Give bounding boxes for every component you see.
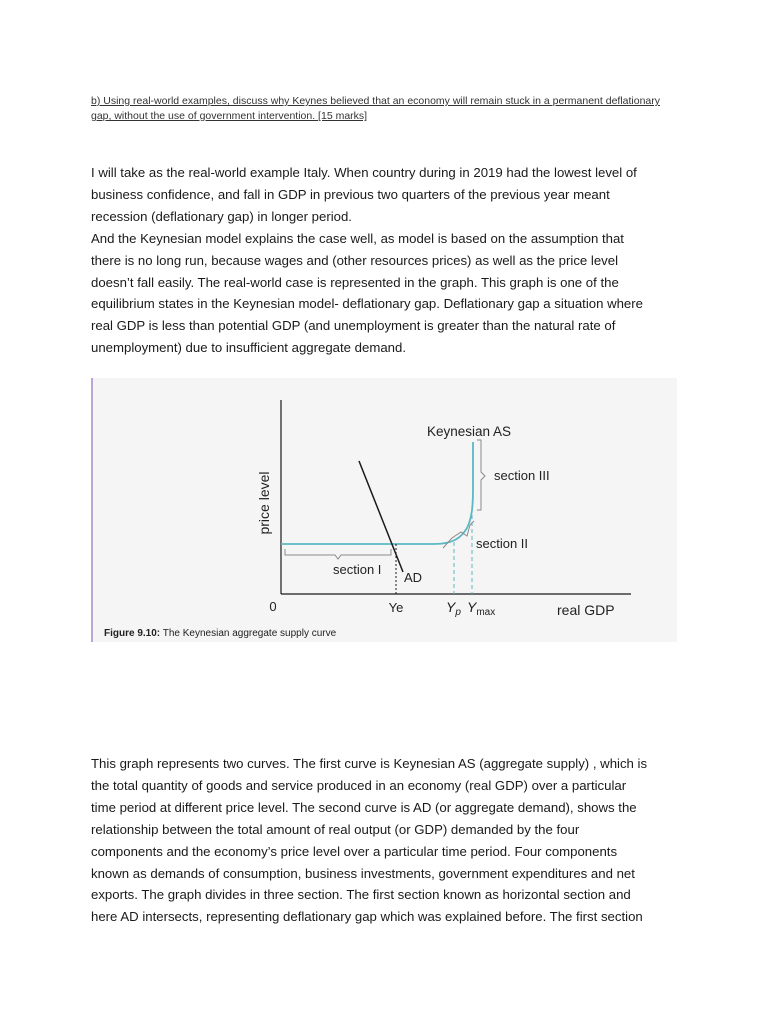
paragraph-1 — [91, 162, 681, 359]
text-line: business confidence, and fall in GDP in previous two quarters of the previous year meant — [91, 186, 610, 202]
origin-label: 0 — [269, 599, 277, 614]
text-line: recession (deflationary gap) in longer period. — [91, 208, 352, 224]
text-line: doesn’t fall easily. The real-world case is represented in the graph. This graph is one of the — [91, 274, 619, 290]
text-line: the total quantity of goods and service produced in an economy (real GDP) over a particular — [91, 777, 627, 793]
ad-label: AD — [404, 570, 423, 585]
text-line: components and the economy’s price level over a particular time period. Four components — [91, 843, 618, 859]
figure-caption — [104, 628, 336, 639]
section-3-brace — [477, 440, 485, 510]
caption-number: Figure 9.10: — [104, 628, 161, 639]
text-line: time period at different price level. The second curve is AD (or aggregate demand), shows the — [91, 799, 637, 815]
text-line: unemployment) due to insufficient aggregate demand. — [91, 340, 406, 356]
ymax-tick-label: $Y_{max}$ — [467, 599, 496, 618]
text-line: there is no long run, because wages and (other resources prices) as well as the price level — [91, 252, 619, 268]
section-2-brace — [443, 521, 474, 548]
text-line: exports. The graph divides in three section. The first section known as horizontal section and — [91, 887, 631, 903]
section-3-label: section III — [494, 468, 550, 483]
text-line: relationship between the total amount of real output (or GDP) demanded by the four — [91, 821, 580, 837]
section-1-brace — [285, 549, 391, 559]
paragraph-2 — [91, 753, 681, 928]
yp-tick-label: $Y_p$ — [446, 599, 461, 618]
y-axis-label: price level — [256, 471, 272, 535]
figure-accent-bar — [91, 378, 93, 642]
text-line: I will take as the real-world example Italy. When country during in 2019 had the lowest level of — [91, 165, 637, 180]
text-line: equilibrium states in the Keynesian model- deflationary gap. Deflationary gap a situation where — [91, 296, 643, 312]
question-heading: b) Using real-world examples, discuss why Keynes believed that an economy will remain stuck in a permanent deflationary gap, without the use of government intervention. [15 marks] — [91, 95, 661, 122]
text-line: known as demands of consumption, business investments, government expenditures and net — [91, 865, 635, 881]
ye-tick-label: Ye — [388, 600, 404, 615]
text-line: This graph represents two curves. The first curve is Keynesian AS (aggregate supply) , which is — [91, 756, 648, 771]
keynesian-as-label: Keynesian AS — [427, 424, 512, 439]
section-2-label: section II — [476, 536, 529, 551]
caption-text: The Keynesian aggregate supply curve — [160, 628, 337, 639]
keynesian-as-figure — [91, 378, 677, 642]
text-line: real GDP is less than potential GDP (and unemployment is greater than the natural rate of — [91, 318, 616, 334]
keynesian-as-curve — [281, 442, 473, 544]
text-line: here AD intersects, representing deflationary gap which was explained before. The first section — [91, 909, 643, 925]
keynesian-as-diagram — [91, 378, 677, 642]
text-line: And the Keynesian model explains the case well, as model is based on the assumption that — [91, 230, 624, 246]
section-1-label: section I — [333, 562, 382, 577]
x-axis-label: real GDP — [557, 602, 615, 618]
